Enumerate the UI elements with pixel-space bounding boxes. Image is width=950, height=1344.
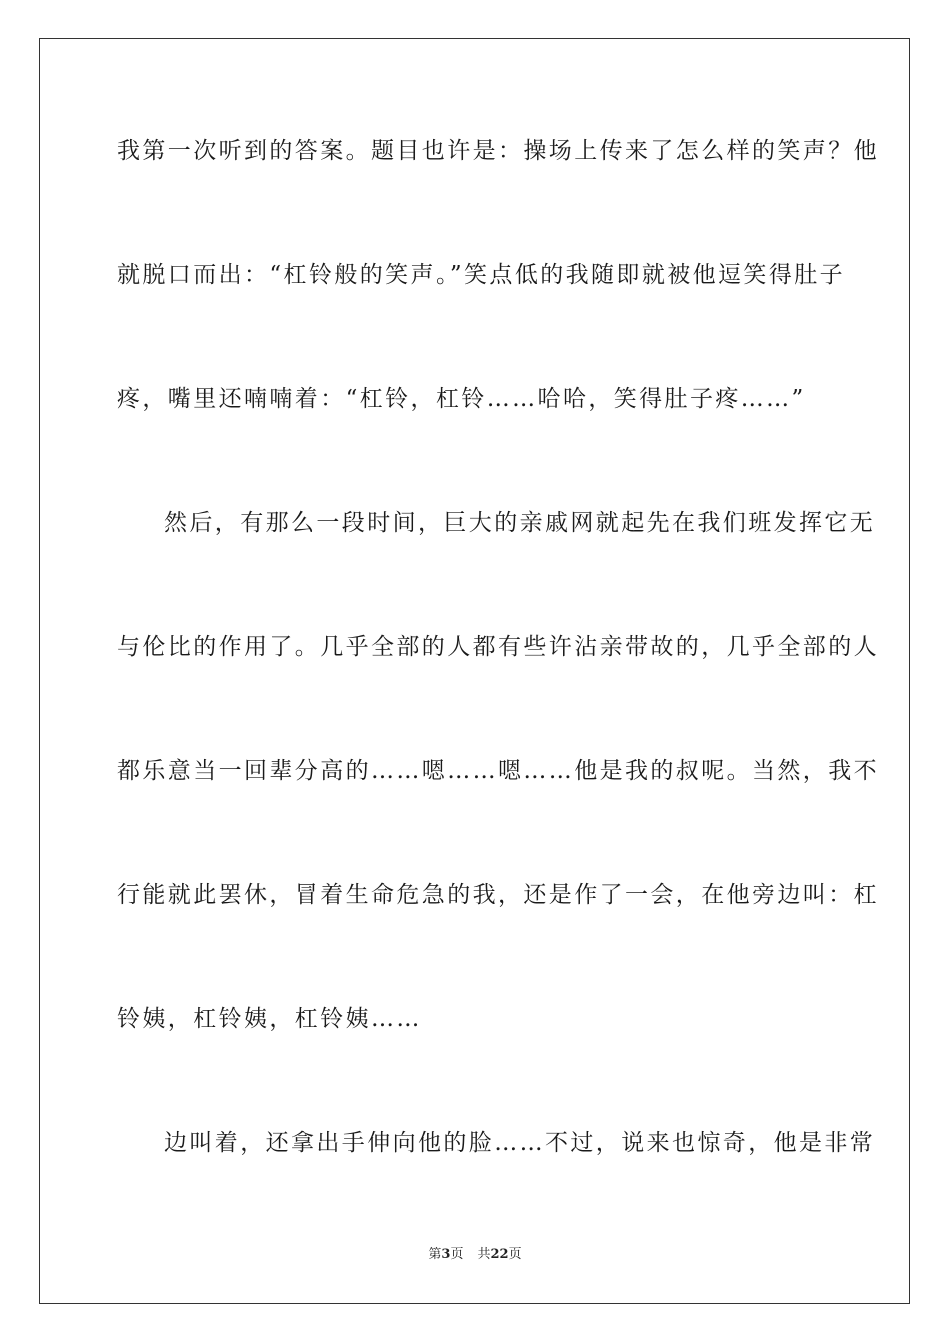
- footer-total-pages: 22: [490, 1247, 509, 1262]
- footer-total-suffix: 页: [508, 1247, 522, 1262]
- footer-page-suffix: 页: [450, 1247, 464, 1262]
- footer-page-number: 3: [441, 1247, 451, 1262]
- text-line: 疼，嘴里还喃喃着：“杠铃，杠铃……哈哈，笑得肚子疼……”: [117, 386, 806, 412]
- text-line: 边叫着，还拿出手伸向他的脸……不过，说来也惊奇，他是非常: [164, 1130, 876, 1156]
- text-line: 我第一次听到的答案。题目也许是：操场上传来了怎么样的笑声？他: [117, 138, 879, 164]
- text-line: 铃姨，杠铃姨，杠铃姨……: [117, 1006, 422, 1032]
- text-line: 行能就此罢休，冒着生命危急的我，还是作了一会，在他旁边叫：杠: [117, 882, 879, 908]
- text-line: 与伦比的作用了。几乎全部的人都有些许沾亲带故的，几乎全部的人: [117, 634, 879, 660]
- text-line: 就脱口而出：“杠铃般的笑声。”笑点低的我随即就被他逗笑得肚子: [117, 262, 846, 288]
- page-footer: [0, 1246, 950, 1264]
- page-border: [39, 38, 910, 1304]
- text-line: 都乐意当一回辈分高的……嗯……嗯……他是我的叔呢。当然，我不: [117, 758, 879, 784]
- footer-total-prefix: 共: [477, 1247, 491, 1262]
- text-line: 然后，有那么一段时间，巨大的亲戚网就起先在我们班发挥它无: [164, 510, 876, 536]
- footer-page-prefix: 第: [428, 1247, 442, 1262]
